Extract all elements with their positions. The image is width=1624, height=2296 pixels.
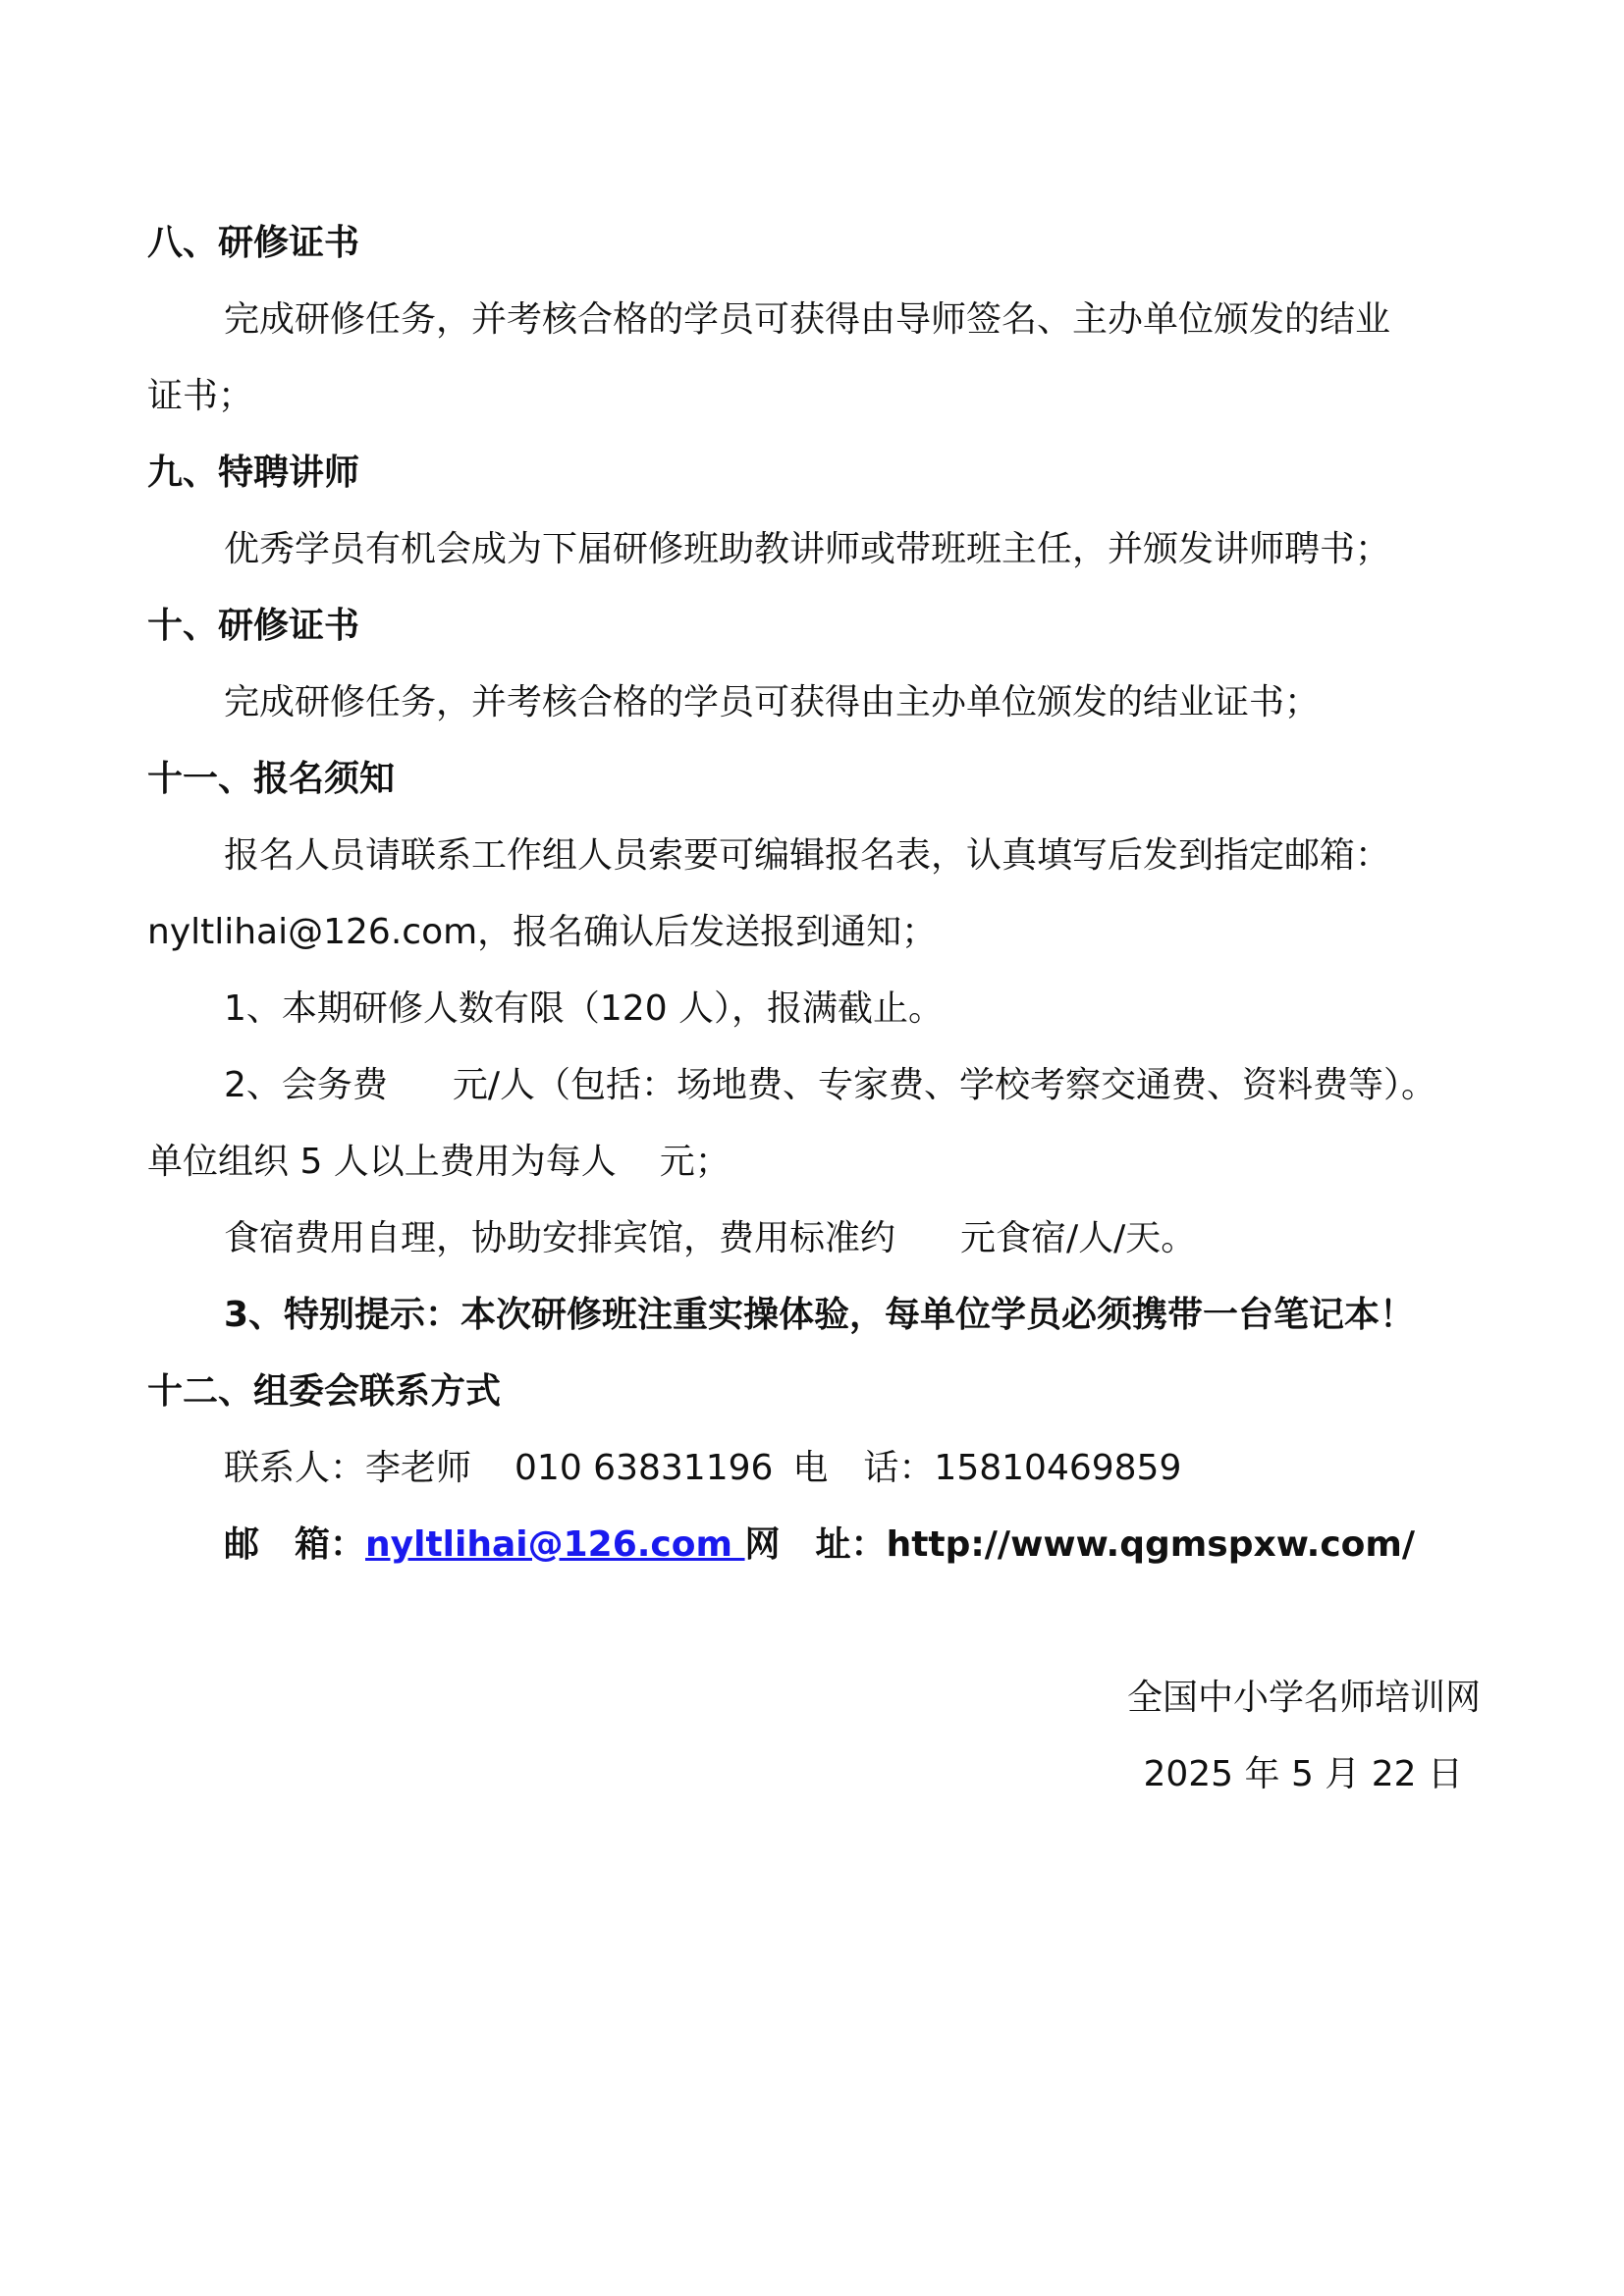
special-notice: 3、特别提示：本次研修班注重实操体验，每单位学员必须携带一台笔记本！ [224,1295,1416,1335]
registration-item-2-continued [147,1137,731,1188]
footer-date: 2025 年 5 月 22 日 [1143,1754,1463,1794]
footer-organization: 全国中小学名师培训网 [1126,1678,1481,1718]
section-12-title: 十二、组委会联系方式 [147,1371,502,1412]
contact-line [224,1443,1181,1494]
lodging-unit: 元食宿/人/天。 [960,1218,1197,1258]
registration-item-1: 1、本期研修人数有限（120 人），报满截止。 [224,988,945,1029]
section-9-paragraph: 优秀学员有机会成为下届研修班助教讲师或带班班主任，并颁发讲师聘书； [224,529,1391,569]
group-fee-unit: 元； [659,1142,731,1182]
section-10-paragraph: 完成研修任务，并考核合格的学员可获得由主办单位颁发的结业证书； [224,682,1321,722]
section-11-title: 十一、报名须知 [147,759,396,799]
registration-item-2 [224,1060,1436,1111]
section-9-title: 九、特聘讲师 [147,453,360,493]
tel-value: 15810469859 [934,1448,1182,1488]
lodging-note [224,1213,1196,1264]
tel-label: 电 话： [792,1448,935,1488]
section-10-title: 十、研修证书 [147,606,360,646]
section-11-paragraph-line-2: nyltlihai@126.com，报名确认后发送报到通知； [147,912,938,952]
email-label: 邮 箱： [224,1524,366,1565]
section-8-paragraph-line-2: 证书； [147,376,254,416]
email-web-line [224,1520,1415,1571]
contact-person: 联系人：李老师 [224,1448,472,1488]
section-8-paragraph-line-1: 完成研修任务，并考核合格的学员可获得由导师签名、主办单位颁发的结业 [224,299,1391,340]
fee-label: 2、会务费 [224,1065,388,1105]
section-8-title: 八、研修证书 [147,223,360,263]
email-link[interactable]: nyltlihai@126.com [365,1524,745,1565]
group-fee-label: 单位组织 5 人以上费用为每人 [147,1142,617,1182]
section-11-paragraph-line-1: 报名人员请联系工作组人员索要可编辑报名表，认真填写后发到指定邮箱： [224,835,1391,876]
contact-phone: 010 63831196 [514,1448,774,1488]
web-label: 网 址： [744,1524,887,1565]
fee-description: 元/人（包括：场地费、专家费、学校考察交通费、资料费等）。 [452,1065,1437,1105]
web-url: http://www.qgmspxw.com/ [886,1524,1416,1565]
lodging-label: 食宿费用自理，协助安排宾馆，费用标准约 [224,1218,896,1258]
